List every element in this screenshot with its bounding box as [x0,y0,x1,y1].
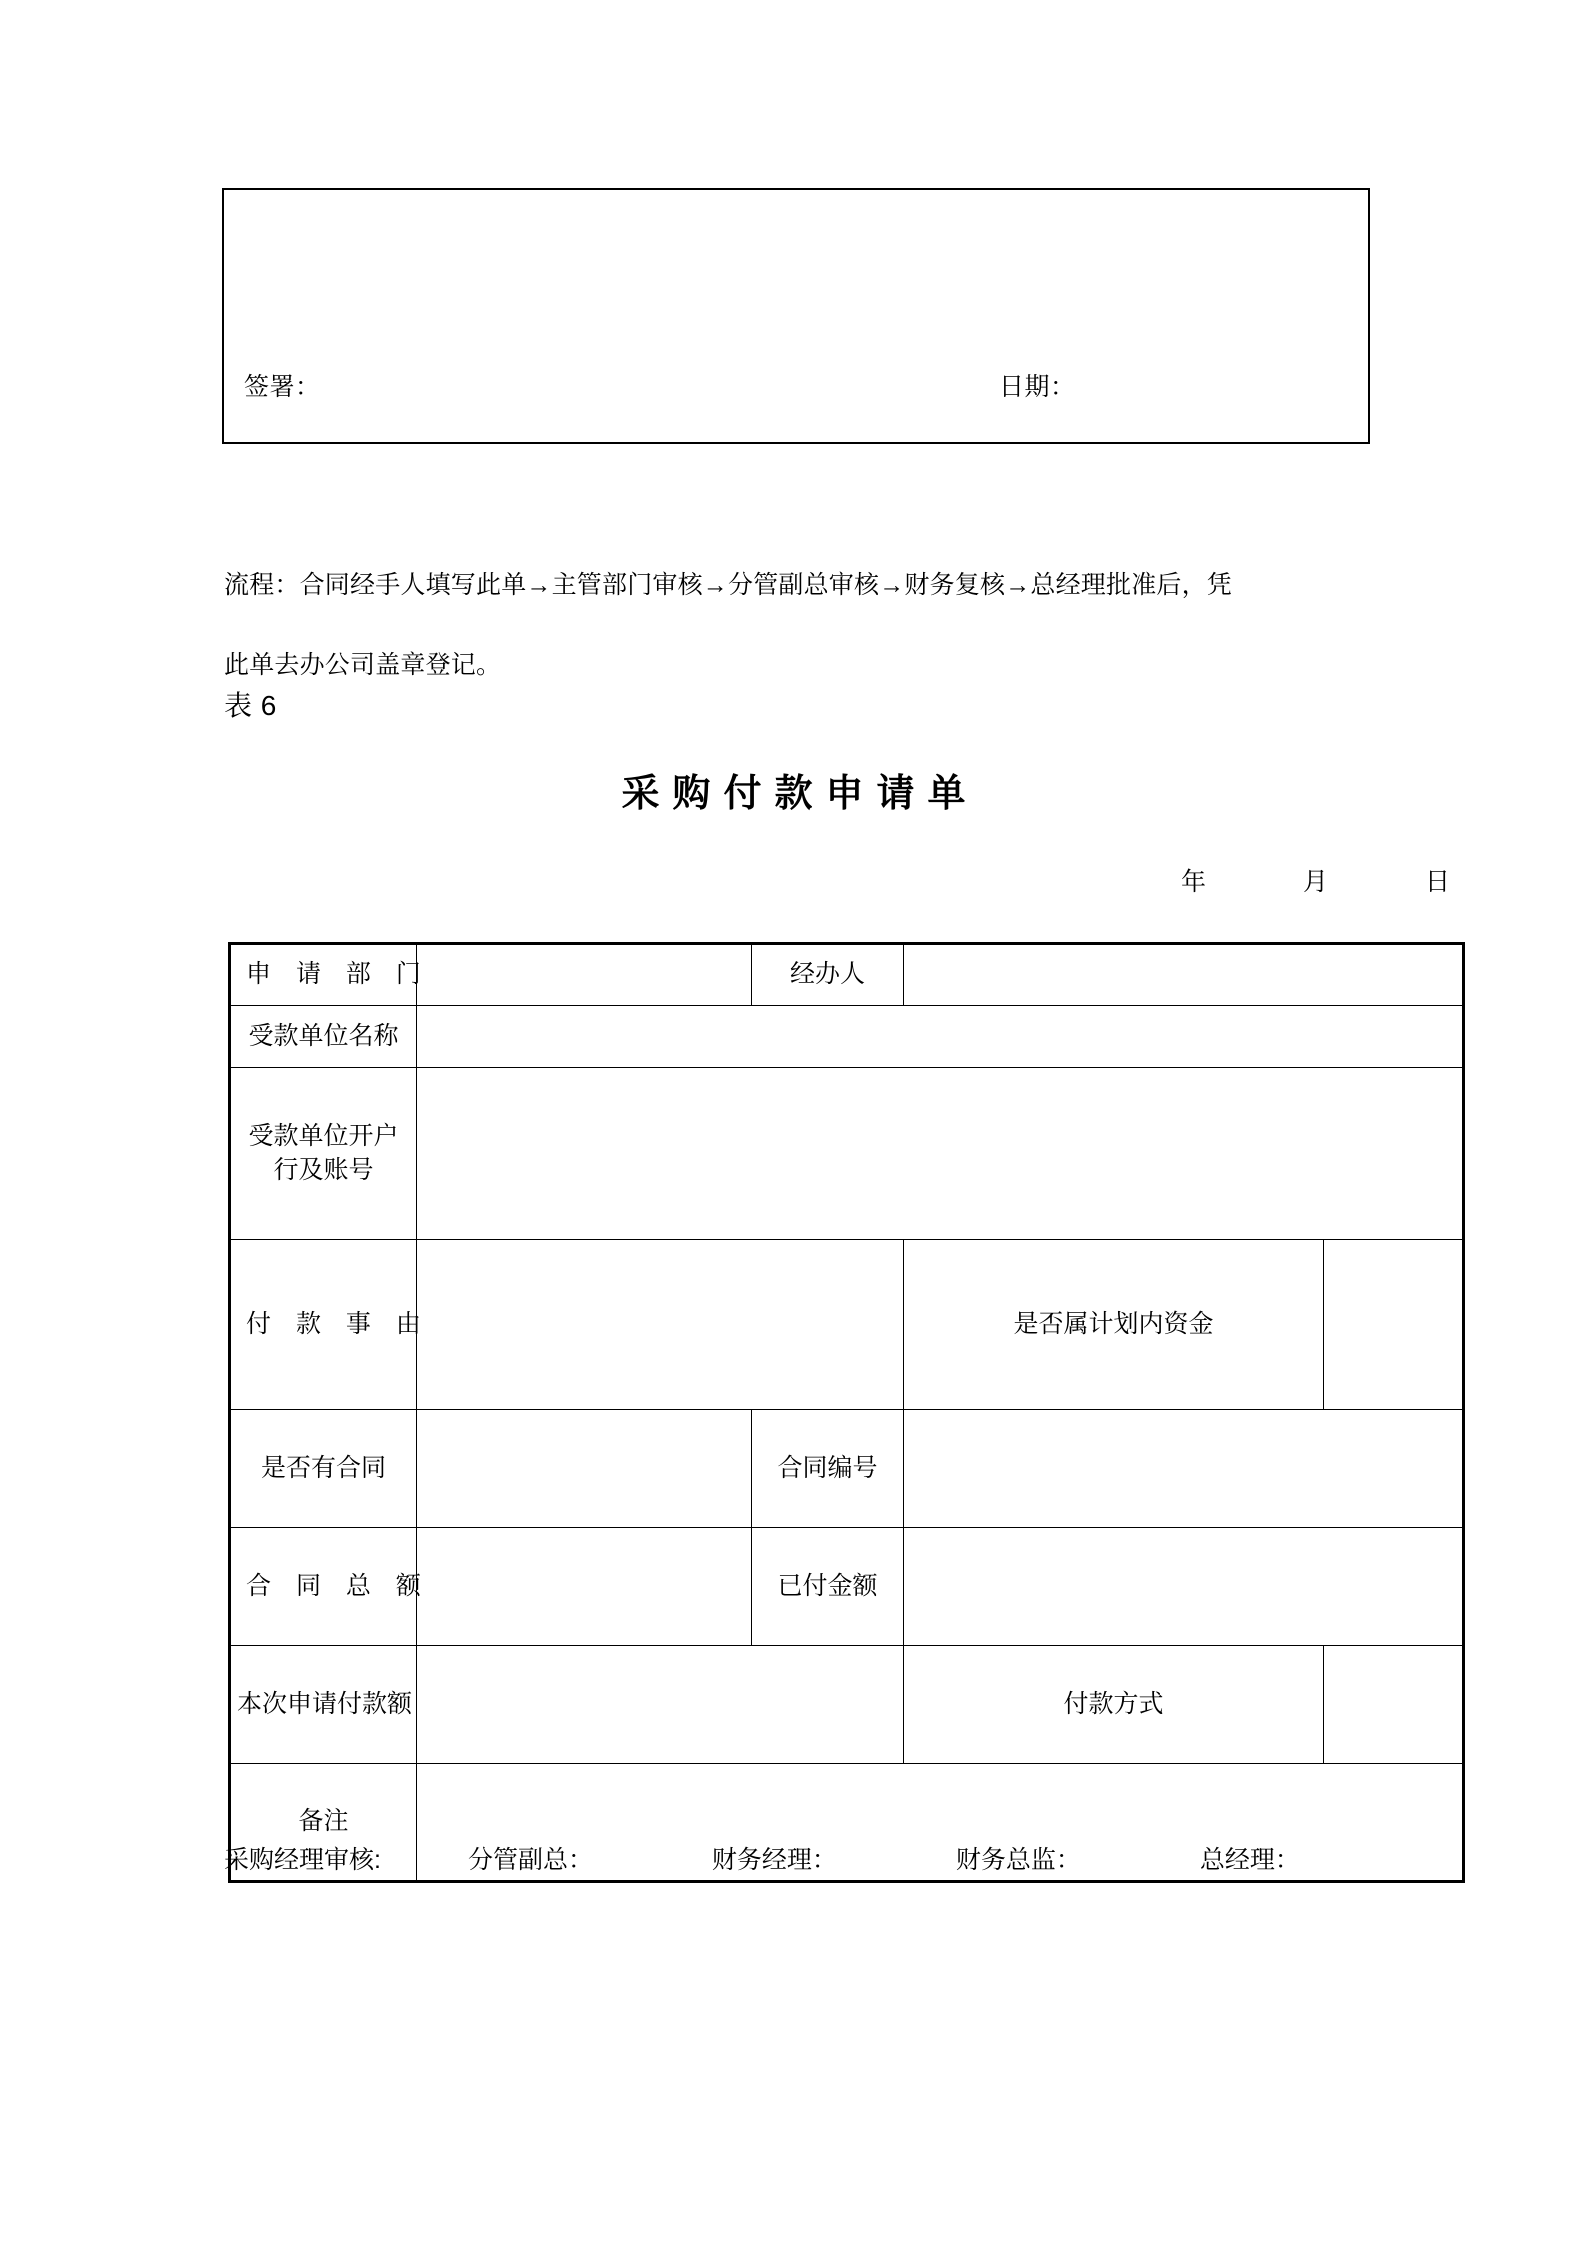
field-value-current-payment[interactable] [417,1646,904,1764]
table-row [230,1410,1464,1528]
table-row [230,1068,1464,1240]
field-label-contract-number: 合同编号 [752,1410,904,1528]
approval-purchasing-manager: 采购经理审核: [224,1846,381,1874]
signature-date-label: 日期： [999,373,1076,401]
table-row [230,1240,1464,1410]
process-flow-line-2: 此单去办公司盖章登记。 [224,651,502,679]
field-value-payment-reason[interactable] [417,1240,904,1410]
field-value-contract-number[interactable] [904,1410,1464,1528]
field-value-payee-bank-account[interactable] [417,1068,1464,1240]
field-label-handler: 经办人 [752,944,904,1006]
field-label-apply-department: 申 请 部 门 [230,944,417,1006]
table-row [230,944,1464,1006]
date-line [0,870,1462,895]
table-row [230,1646,1464,1764]
field-label-has-contract: 是否有合同 [230,1410,417,1528]
table-caption: 表 6 [224,690,277,721]
process-flow-line-1: 流程：合同经手人填写此单→主管部门审核→分管副总审核→财务复核→总经理批准后，凭 [224,571,1233,599]
field-label-contract-total: 合 同 总 额 [230,1528,417,1646]
approval-finance-manager: 财务经理： [711,1846,837,1874]
table-row [230,1528,1464,1646]
field-label-payment-method: 付款方式 [904,1646,1324,1764]
signature-box [222,188,1370,444]
field-label-payee-bank-account: 受款单位开户行及账号 [230,1068,417,1240]
field-label-current-payment: 本次申请付款额 [230,1646,417,1764]
field-value-contract-total[interactable] [417,1528,752,1646]
field-value-apply-department[interactable] [417,944,752,1006]
field-value-has-contract[interactable] [417,1410,752,1528]
field-label-remarks: 备注 [230,1764,417,1882]
approval-signature-row [224,1848,1464,1873]
field-label-payee-name: 受款单位名称 [230,1006,417,1068]
approval-finance-director: 财务总监： [955,1846,1081,1874]
day-label: 日 [1424,868,1450,896]
field-value-paid-amount[interactable] [904,1528,1464,1646]
process-flow-paragraph [224,545,1404,705]
page-title: 采购付款申请单 [621,773,979,815]
field-label-in-budget: 是否属计划内资金 [904,1240,1324,1410]
year-label: 年 [1181,868,1207,896]
signature-label: 签署： [244,373,321,401]
month-label: 月 [1303,868,1329,896]
payment-application-table [228,942,1465,1883]
field-value-payment-method[interactable] [1324,1646,1464,1764]
approval-vice-president: 分管副总： [467,1846,593,1874]
field-label-paid-amount: 已付金额 [752,1528,904,1646]
field-value-payee-name[interactable] [417,1006,1464,1068]
field-label-payment-reason: 付 款 事 由 [230,1240,417,1410]
table-row [230,1006,1464,1068]
approval-general-manager: 总经理： [1199,1846,1300,1874]
field-value-handler[interactable] [904,944,1464,1006]
field-value-in-budget[interactable] [1324,1240,1464,1410]
